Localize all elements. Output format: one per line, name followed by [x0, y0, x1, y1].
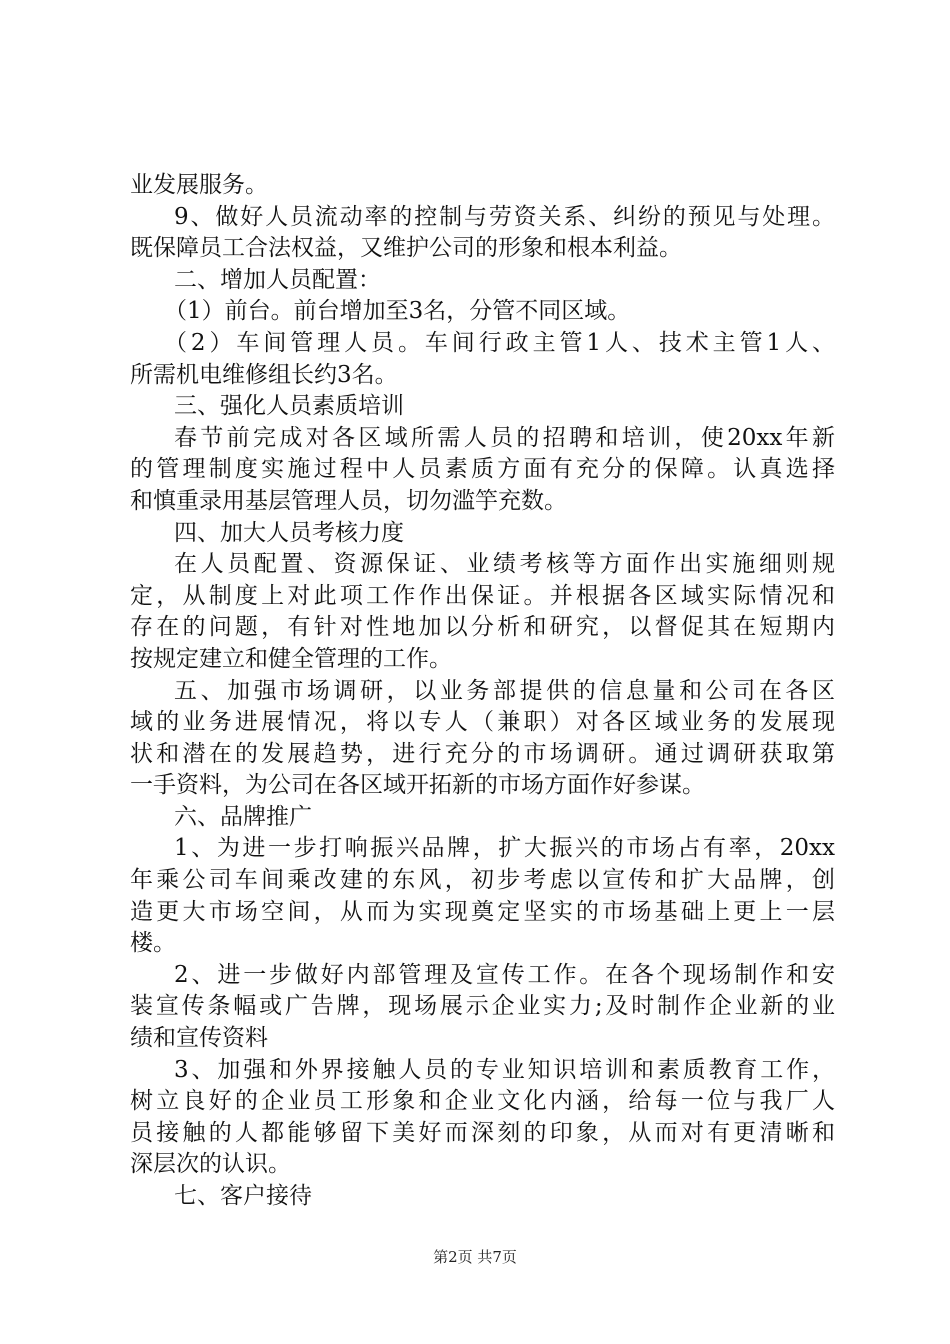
text-line: 深层次的认识。	[130, 1151, 291, 1178]
text-line: 绩和宣传资料	[130, 1025, 268, 1052]
document-body	[130, 170, 835, 1213]
text-line: 春节前完成对各区域所需人员的招聘和培训，使20xx年新	[174, 424, 835, 451]
text-line: 既保障员工合法权益，又维护公司的形象和根本利益。	[130, 235, 682, 262]
text-line: 装宣传条幅或广告牌，现场展示企业实力;及时制作企业新的业	[130, 993, 835, 1020]
text-line: 所需机电维修组长约3名。	[130, 361, 398, 388]
page-footer: 第2页 共7页	[433, 1248, 517, 1266]
text-line: 一手资料，为公司在各区域开拓新的市场方面作好参谋。	[130, 772, 705, 799]
text-line: 状和潜在的发展趋势，进行充分的市场调研。通过调研获取第	[130, 740, 835, 767]
text-line: 六、品牌推广	[174, 803, 312, 830]
text-line: 1、为进一步打响振兴品牌，扩大振兴的市场占有率，20xx	[174, 835, 835, 862]
text-line: 的管理制度实施过程中人员素质方面有充分的保障。认真选择	[130, 456, 835, 483]
text-line: （2）车间管理人员。车间行政主管1人、技术主管1人、	[164, 329, 835, 356]
text-line: 业发展服务。	[130, 172, 268, 198]
text-line: 域的业务进展情况，将以专人（兼职）对各区域业务的发展现	[130, 709, 835, 736]
text-line: 定，从制度上对此项工作作出保证。并根据各区域实际情况和	[130, 582, 835, 609]
text-line: 按规定建立和健全管理的工作。	[130, 645, 452, 672]
text-line: 存在的问题，有针对性地加以分析和研究，以督促其在短期内	[130, 614, 835, 641]
text-line: 和慎重录用基层管理人员，切勿滥竽充数。	[130, 487, 567, 514]
text-line: 二、增加人员配置：	[174, 266, 381, 293]
text-line: 3、加强和外界接触人员的专业知识培训和素质教育工作，	[174, 1056, 835, 1083]
text-line: 七、客户接待	[174, 1183, 312, 1209]
text-line: 年乘公司车间乘改建的东风，初步考虑以宣传和扩大品牌，创	[130, 867, 835, 894]
text-line: 2、进一步做好内部管理及宣传工作。在各个现场制作和安	[174, 961, 835, 988]
text-line: 三、强化人员素质培训	[174, 393, 404, 420]
text-line: 五、加强市场调研，以业务部提供的信息量和公司在各区	[174, 677, 835, 704]
text-line: 员接触的人都能够留下美好而深刻的印象，从而对有更清晰和	[130, 1119, 835, 1146]
text-line: 四、加大人员考核力度	[174, 519, 404, 546]
text-line: 在人员配置、资源保证、业绩考核等方面作出实施细则规	[174, 551, 835, 578]
text-line: 9、做好人员流动率的控制与劳资关系、纠纷的预见与处理。	[174, 203, 835, 230]
text-line: 楼。	[130, 930, 176, 957]
text-line: 造更大市场空间，从而为实现奠定坚实的市场基础上更上一层	[130, 898, 835, 925]
text-line: 树立良好的企业员工形象和企业文化内涵，给每一位与我厂人	[130, 1088, 835, 1115]
text-line: （1）前台。前台增加至3名，分管不同区域。	[164, 298, 631, 325]
